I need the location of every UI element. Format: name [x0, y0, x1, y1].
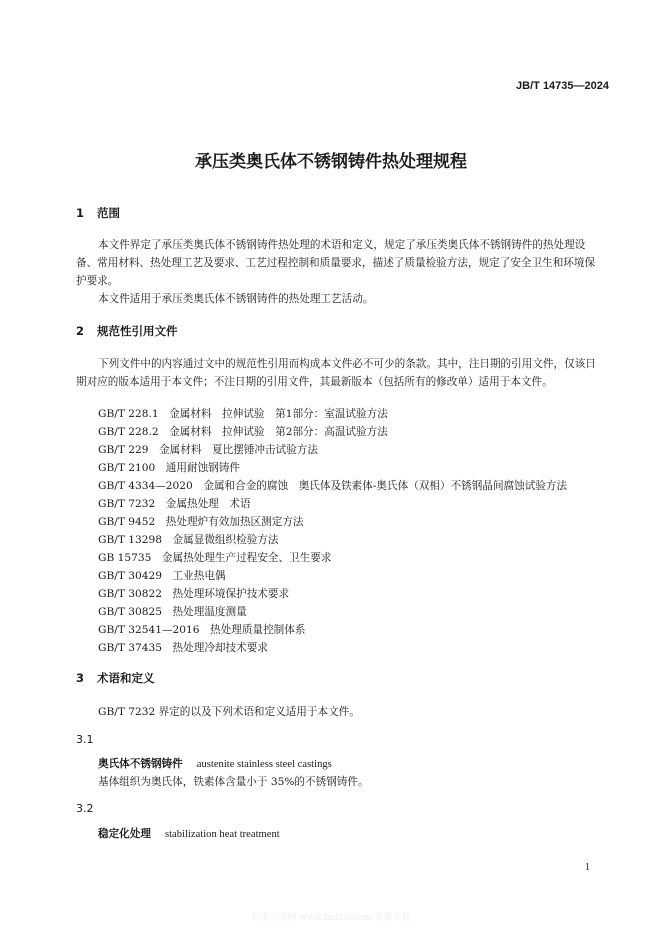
reference-item: GB/T 30825 热处理温度测量	[98, 606, 247, 618]
scope-paragraph-2: 本文件适用于承压类奥氏体不锈钢铸件的热处理工艺活动。	[98, 293, 374, 305]
section-heading-normative-references	[76, 323, 178, 339]
reference-item: GB 15735 金属热处理生产过程安全、卫生要求	[98, 552, 332, 564]
page-number: 1	[585, 862, 590, 873]
scope-paragraph-1: 本文件界定了承压类奥氏体不锈钢铸件热处理的术语和定义，规定了承压类奥氏体不锈钢铸件的热处理设备、常用材料、热处理工艺及要求、工艺过程控制和质量要求，描述了质量检验方法，规定了安全卫生和环境保护要求。	[76, 239, 596, 287]
term-chinese: 稳定化处理	[98, 828, 151, 840]
reference-item: GB/T 30822 热处理环境保护技术要求	[98, 588, 290, 600]
term-entry	[98, 756, 332, 771]
reference-item: GB/T 13298 金属显微组织检验方法	[98, 534, 279, 546]
references-intro: 下列文件中的内容通过文中的规范性引用而构成本文件必不可少的条款。其中，注日期的引用文件，仅该日期对应的版本适用于本文件；不注日期的引用文件，其最新版本（包括所有的修改单）适用于本文件。	[76, 358, 596, 388]
section-number: 2	[76, 324, 85, 338]
section-heading-scope	[76, 205, 120, 221]
section-number: 3	[76, 671, 85, 685]
reference-item: GB/T 9452 热处理炉有效加热区测定方法	[98, 516, 304, 528]
document-title: 承压类奥氏体不锈钢铸件热处理规程	[195, 152, 467, 172]
term-entry	[98, 826, 280, 841]
reference-item: GB/T 2100 通用耐蚀钢铸件	[98, 462, 240, 474]
reference-item: GB/T 7232 金属热处理 术语	[98, 498, 251, 510]
section-title: 术语和定义	[97, 671, 155, 685]
term-chinese: 奥氏体不锈钢铸件	[98, 758, 183, 770]
term-english: austenite stainless steel castings	[196, 759, 332, 770]
watermark-text: 标准分享网 www.bzfxw.com 免费下载	[251, 913, 411, 923]
term-number: 3.2	[76, 802, 94, 815]
standard-code: JB/T 14735—2024	[516, 80, 609, 92]
reference-item: GB/T 228.2 金属材料 拉伸试验 第2部分：高温试验方法	[98, 426, 388, 438]
reference-item: GB/T 228.1 金属材料 拉伸试验 第1部分：室温试验方法	[98, 408, 388, 420]
terms-intro: GB/T 7232 界定的以及下列术语和定义适用于本文件。	[98, 706, 360, 718]
section-number: 1	[76, 206, 85, 220]
reference-item: GB/T 229 金属材料 夏比摆锤冲击试验方法	[98, 444, 318, 456]
section-heading-terms	[76, 670, 155, 686]
term-english: stabilization heat treatment	[164, 829, 280, 840]
reference-item: GB/T 32541—2016 热处理质量控制体系	[98, 624, 306, 636]
reference-list	[98, 405, 608, 657]
reference-item: GB/T 4334—2020 金属和合金的腐蚀 奥氏体及铁素体-奥氏体（双相）不锈钢晶间腐蚀试验方法	[98, 480, 568, 492]
term-definition: 基体组织为奥氏体，铁素体含量小于 35%的不锈钢铸件。	[98, 776, 369, 788]
reference-item: GB/T 37435 热处理冷却技术要求	[98, 642, 268, 654]
section-title: 规范性引用文件	[97, 324, 178, 338]
reference-item: GB/T 30429 工业热电偶	[98, 570, 226, 582]
term-number: 3.1	[76, 733, 94, 746]
section-title: 范围	[97, 206, 120, 220]
